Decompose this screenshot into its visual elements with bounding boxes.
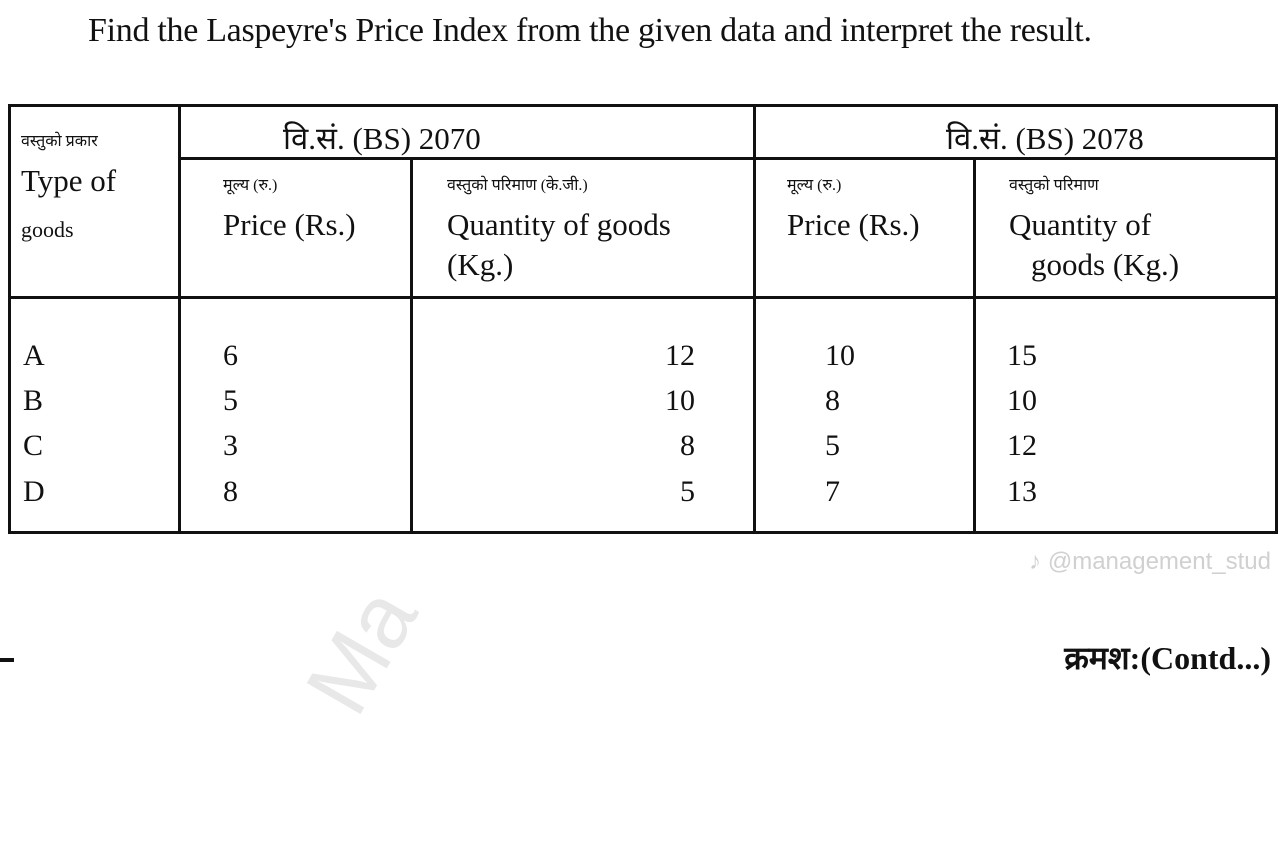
margin-dash (0, 658, 14, 662)
qty1-en: Quantity of goods (447, 207, 671, 242)
table-cell: 10 (825, 339, 855, 372)
table-cell: 8 (223, 475, 238, 508)
table-cell: 12 (1007, 429, 1037, 462)
table-cell: 3 (223, 429, 238, 462)
question-text: Find the Laspeyre's Price Index from the given data and interpret the result. (88, 12, 1092, 49)
table-cell: 7 (825, 475, 840, 508)
data-table (8, 104, 1278, 534)
qty2-en2: goods (Kg.) (1031, 247, 1180, 282)
type-header-en: Type of (21, 163, 117, 198)
type-header-en2: goods (21, 217, 74, 242)
table-cell: 5 (680, 475, 695, 508)
table-cell: 10 (665, 384, 695, 417)
table-cell: 8 (680, 429, 695, 462)
table-cell: 6 (223, 339, 238, 372)
price1-en: Price (Rs.) (223, 207, 356, 242)
qty2-hi: वस्तुको परिमाण (1009, 177, 1099, 194)
price2-hi: मूल्य (रु.) (787, 177, 842, 194)
goods-type-cell: A (23, 339, 45, 372)
divider (753, 107, 756, 531)
type-header-hi: वस्तुको प्रकार (21, 133, 98, 150)
qty1-en2: (Kg.) (447, 247, 514, 282)
table-cell: 5 (825, 429, 840, 462)
table-cell: 8 (825, 384, 840, 417)
goods-type-cell: B (23, 384, 44, 417)
qty2-en: Quantity of (1009, 207, 1152, 242)
year2-header: वि.सं. (BS) 2078 (946, 121, 1144, 156)
table-cell: 10 (1007, 384, 1037, 417)
table-cell: 13 (1007, 475, 1037, 508)
qty1-hi: वस्तुको परिमाण (के.जी.) (447, 177, 588, 194)
divider (11, 296, 1275, 299)
goods-type-cell: C (23, 429, 44, 462)
table-cell: 5 (223, 384, 238, 417)
goods-type-cell: D (23, 475, 45, 508)
divider (410, 157, 413, 531)
price1-hi: मूल्य (रु.) (223, 177, 278, 194)
year1-header: वि.सं. (BS) 2070 (283, 121, 481, 156)
table-cell: 12 (665, 339, 695, 372)
watermark: Ma (287, 572, 437, 731)
divider (178, 107, 181, 531)
table-cell: 15 (1007, 339, 1037, 372)
tiktok-watermark: ♪ @management_stud (1029, 548, 1271, 575)
continued-label: क्रमश:(Contd...) (1064, 640, 1271, 676)
divider (973, 157, 976, 531)
price2-en: Price (Rs.) (787, 207, 920, 242)
